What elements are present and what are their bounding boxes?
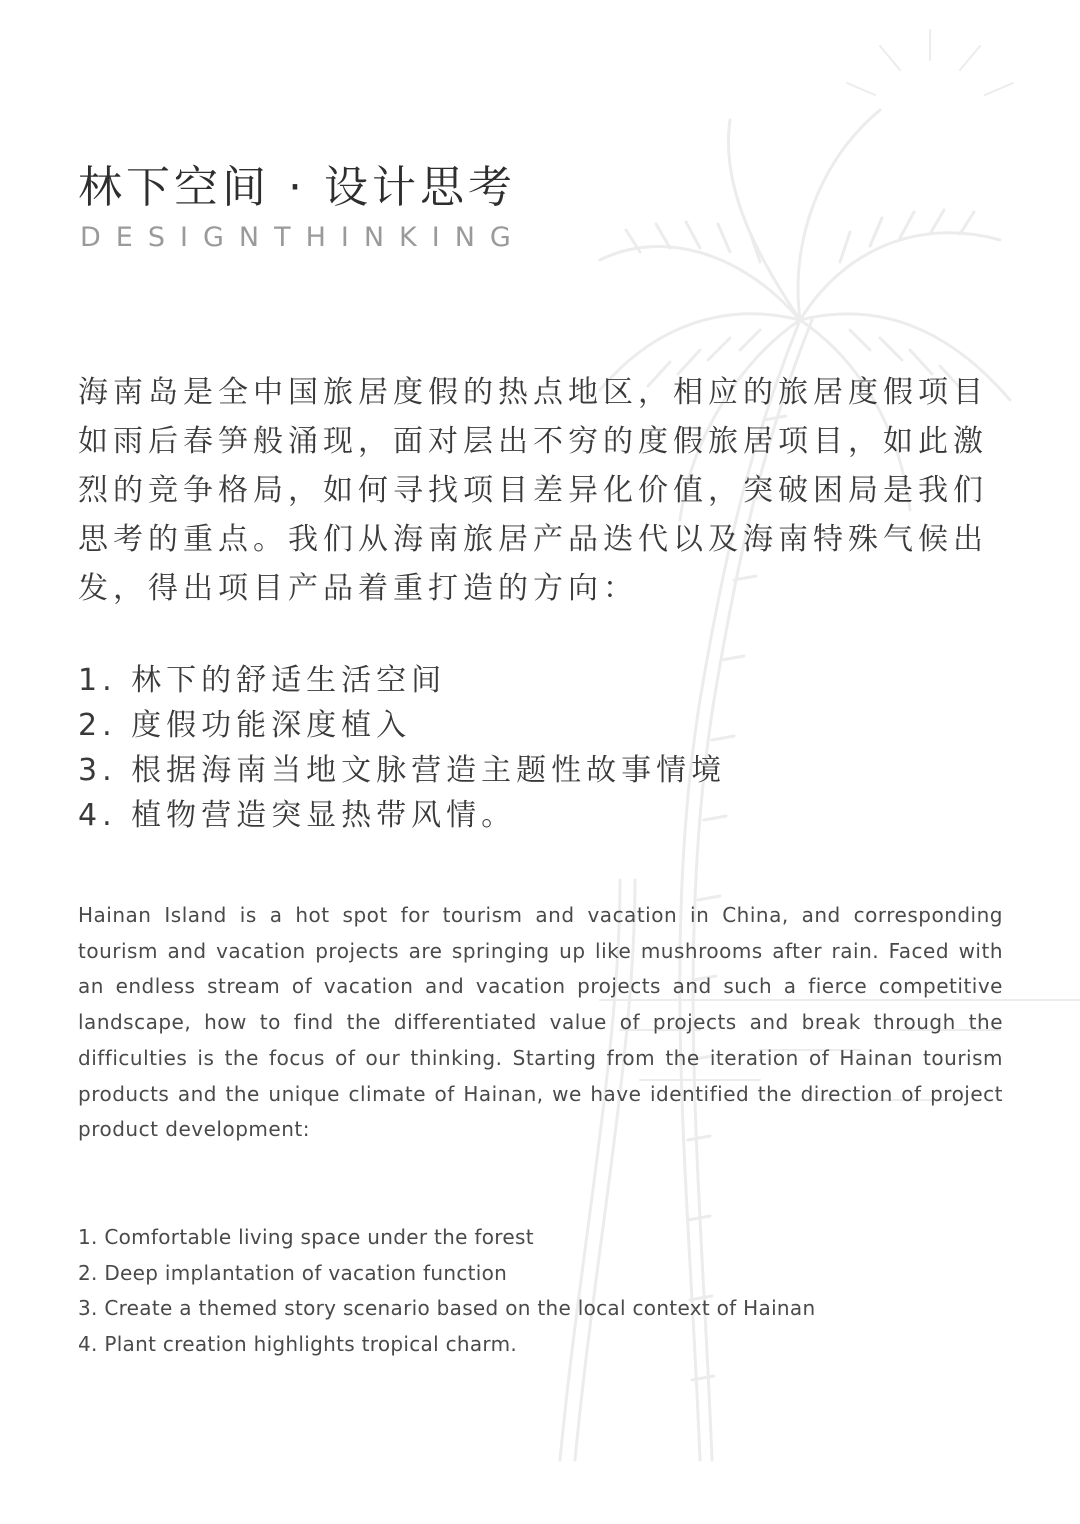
list-item: 2. Deep implantation of vacation function <box>78 1260 508 1285</box>
design-points-list-zh <box>78 658 1008 838</box>
page-title: 林下空间 · 设计思考 <box>78 162 516 213</box>
list-item: 3. Create a themed story scenario based on the local context of Hainan <box>78 1296 816 1320</box>
design-points-list-en <box>78 1220 1003 1362</box>
intro-paragraph-en: Hainan Island is a hot spot for tourism and vacation in China, and corresponding tourism and vacation projects are springing up like mushrooms after rain. Faced with an endless stream of vacation and vacation projects and such a fierce competitive landscape, how to find the differentiated value of projects and break through the difficulties is the focus of our thinking. Starting from the iteration of Hainan tourism products and the unique climate of Hainan, we have identified the direction of project product development: <box>78 903 1003 1142</box>
list-item: 4. Plant creation highlights tropical charm. <box>78 1331 518 1356</box>
list-item: 2. 度假功能深度植入 <box>78 708 412 743</box>
page-subtitle: DESIGNTHINKING <box>80 222 526 253</box>
list-item: 3. 根据海南当地文脉营造主题性故事情境 <box>78 753 727 788</box>
list-item: 1. 林下的舒适生活空间 <box>78 663 447 698</box>
list-item: 4. 植物营造突显热带风情。 <box>78 798 517 833</box>
intro-paragraph-zh: 海南岛是全中国旅居度假的热点地区，相应的旅居度假项目如雨后春笋般涌现，面对层出不穷的度假旅居项目，如此激烈的竞争格局，如何寻找项目差异化价值，突破困局是我们思考的重点。我们从海南旅居产品迭代以及海南特殊气候出发，得出项目产品着重打造的方向： <box>78 375 988 606</box>
list-item: 1. Comfortable living space under the forest <box>78 1225 534 1249</box>
